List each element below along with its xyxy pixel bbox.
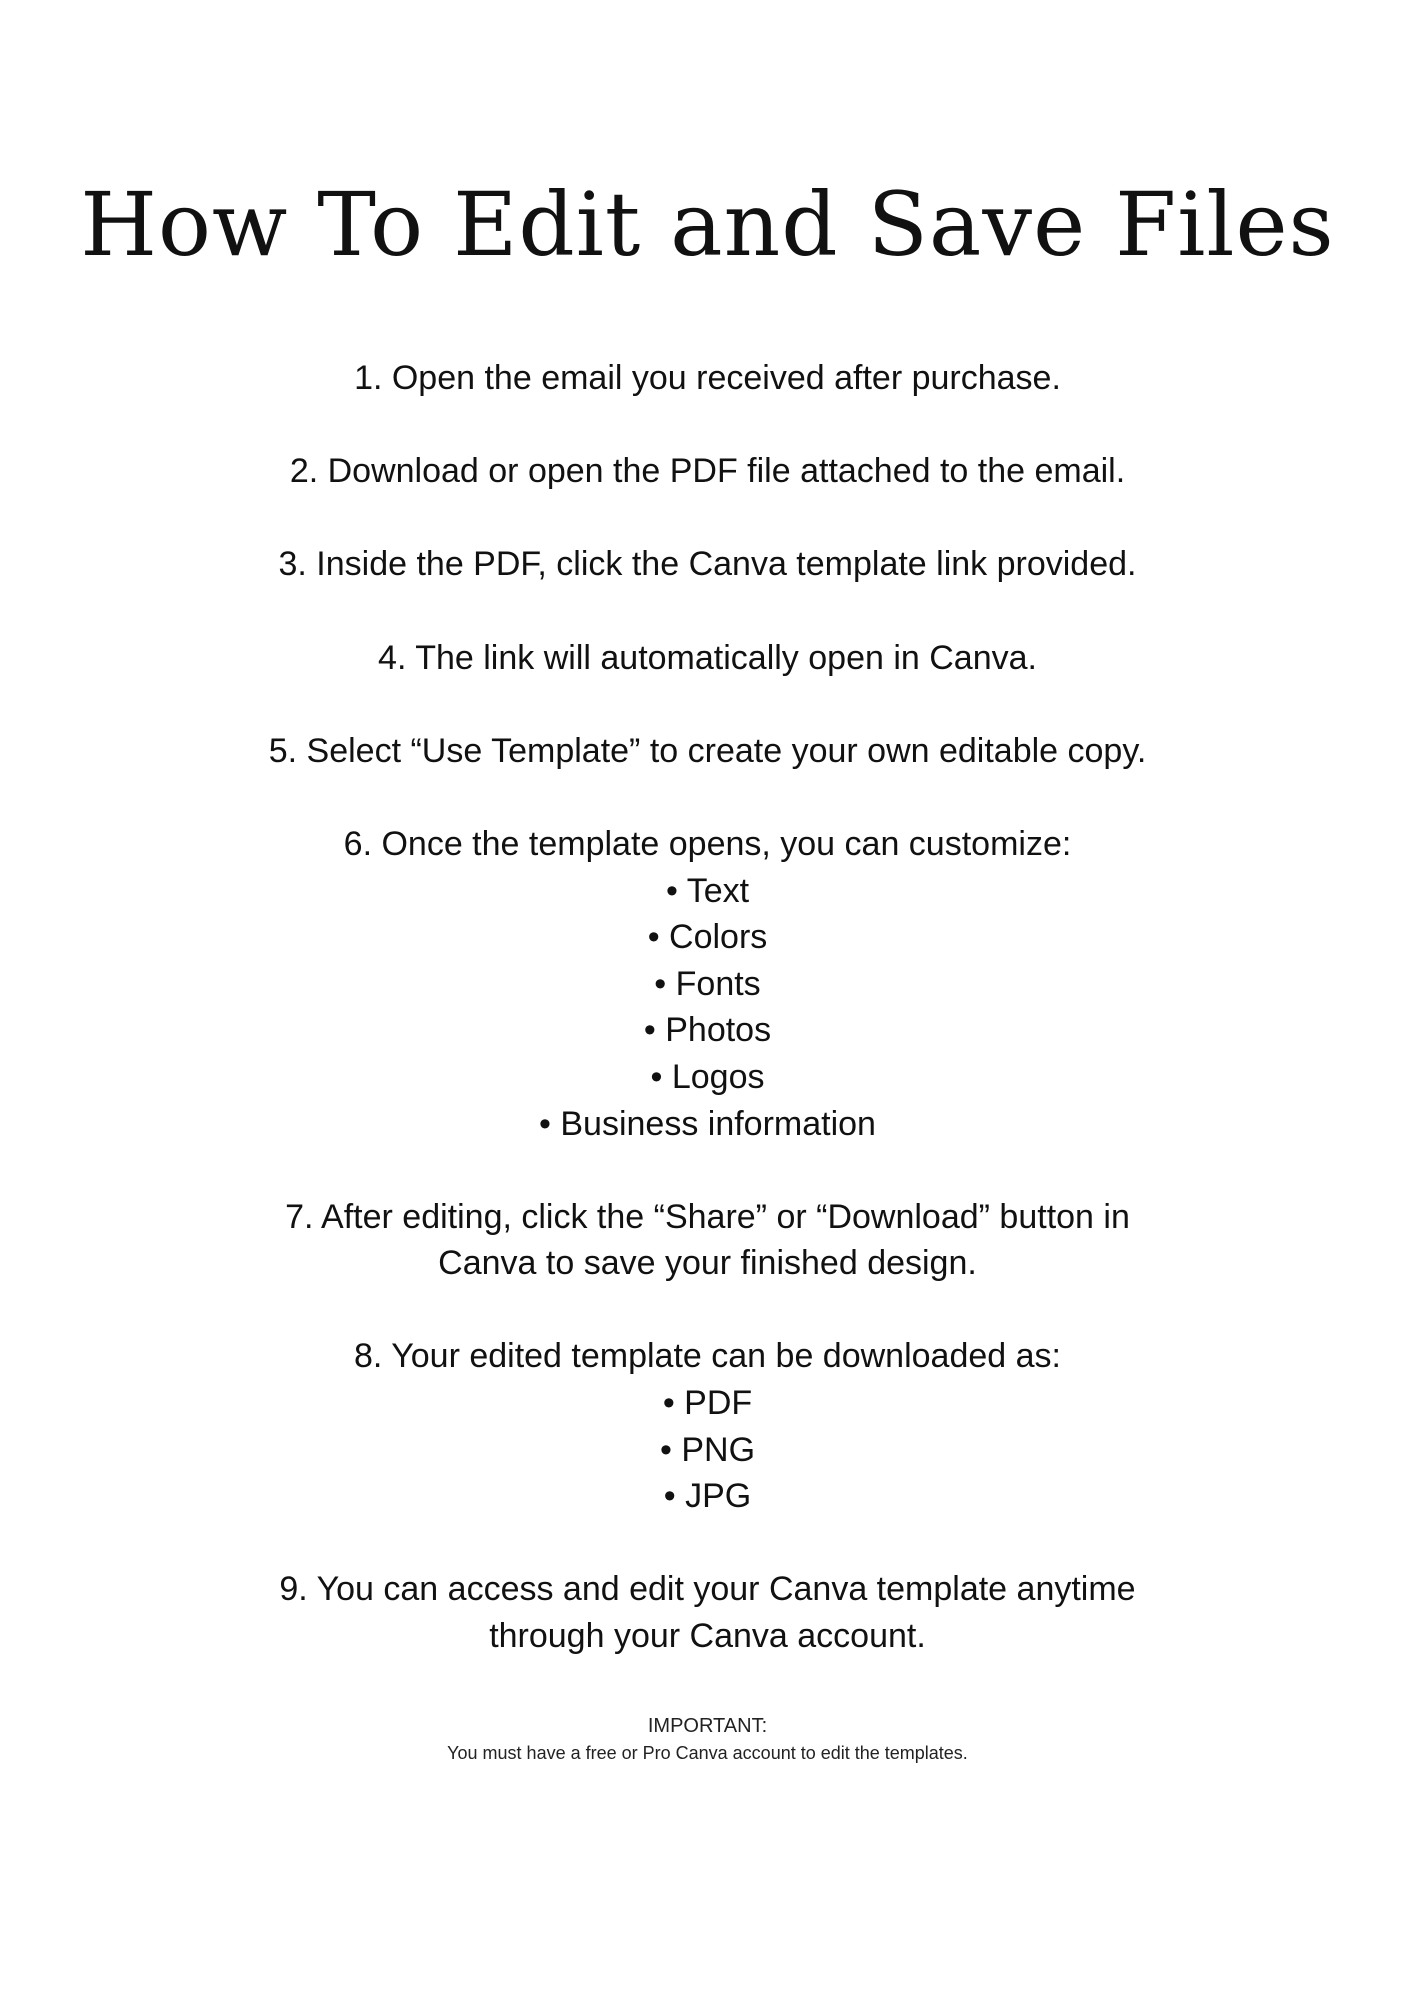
customize-item-colors: • Colors bbox=[647, 918, 768, 957]
spacer bbox=[100, 1287, 1315, 1334]
step-2: 2. Download or open the PDF file attached to the email. bbox=[289, 452, 1126, 491]
format-item-png: • PNG bbox=[659, 1430, 756, 1469]
step-3: 3. Inside the PDF, click the Canva template link provided. bbox=[278, 545, 1137, 584]
customize-item-fonts: • Fonts bbox=[654, 964, 761, 1003]
step-5: 5. Select “Use Template” to create your own editable copy. bbox=[268, 731, 1147, 770]
page-title: How To Edit and Save Files bbox=[80, 173, 1335, 276]
customize-item-business-information: • Business information bbox=[539, 1104, 876, 1143]
important-text: You must have a free or Pro Canva account to edit the templates. bbox=[447, 1743, 968, 1763]
step-8: 8. Your edited template can be downloaded as: bbox=[354, 1337, 1061, 1376]
spacer bbox=[100, 588, 1315, 635]
customize-item-logos: • Logos bbox=[650, 1057, 765, 1096]
format-item-pdf: • PDF bbox=[662, 1384, 753, 1423]
customize-item-text: • Text bbox=[665, 871, 750, 910]
spacer bbox=[100, 1520, 1315, 1567]
spacer bbox=[100, 774, 1315, 821]
customize-item-photos: • Photos bbox=[643, 1011, 772, 1050]
important-note bbox=[0, 1712, 1415, 1766]
steps-list bbox=[100, 355, 1315, 1660]
spacer bbox=[100, 495, 1315, 542]
step-1: 1. Open the email you received after purchase. bbox=[354, 359, 1061, 397]
step-7-line-1: 7. After editing, click the “Share” or “Download” button in bbox=[285, 1197, 1130, 1236]
step-7-line-2: Canva to save your finished design. bbox=[438, 1244, 977, 1283]
format-item-jpg: • JPG bbox=[663, 1477, 752, 1516]
spacer bbox=[100, 402, 1315, 449]
spacer bbox=[100, 1147, 1315, 1194]
spacer bbox=[100, 681, 1315, 728]
step-9-line-1: 9. You can access and edit your Canva template anytime bbox=[279, 1570, 1136, 1609]
step-9-line-2: through your Canva account. bbox=[489, 1617, 926, 1656]
step-6: 6. Once the template opens, you can customize: bbox=[343, 824, 1072, 863]
important-label: IMPORTANT: bbox=[647, 1715, 768, 1737]
step-4: 4. The link will automatically open in Canva. bbox=[378, 638, 1037, 677]
